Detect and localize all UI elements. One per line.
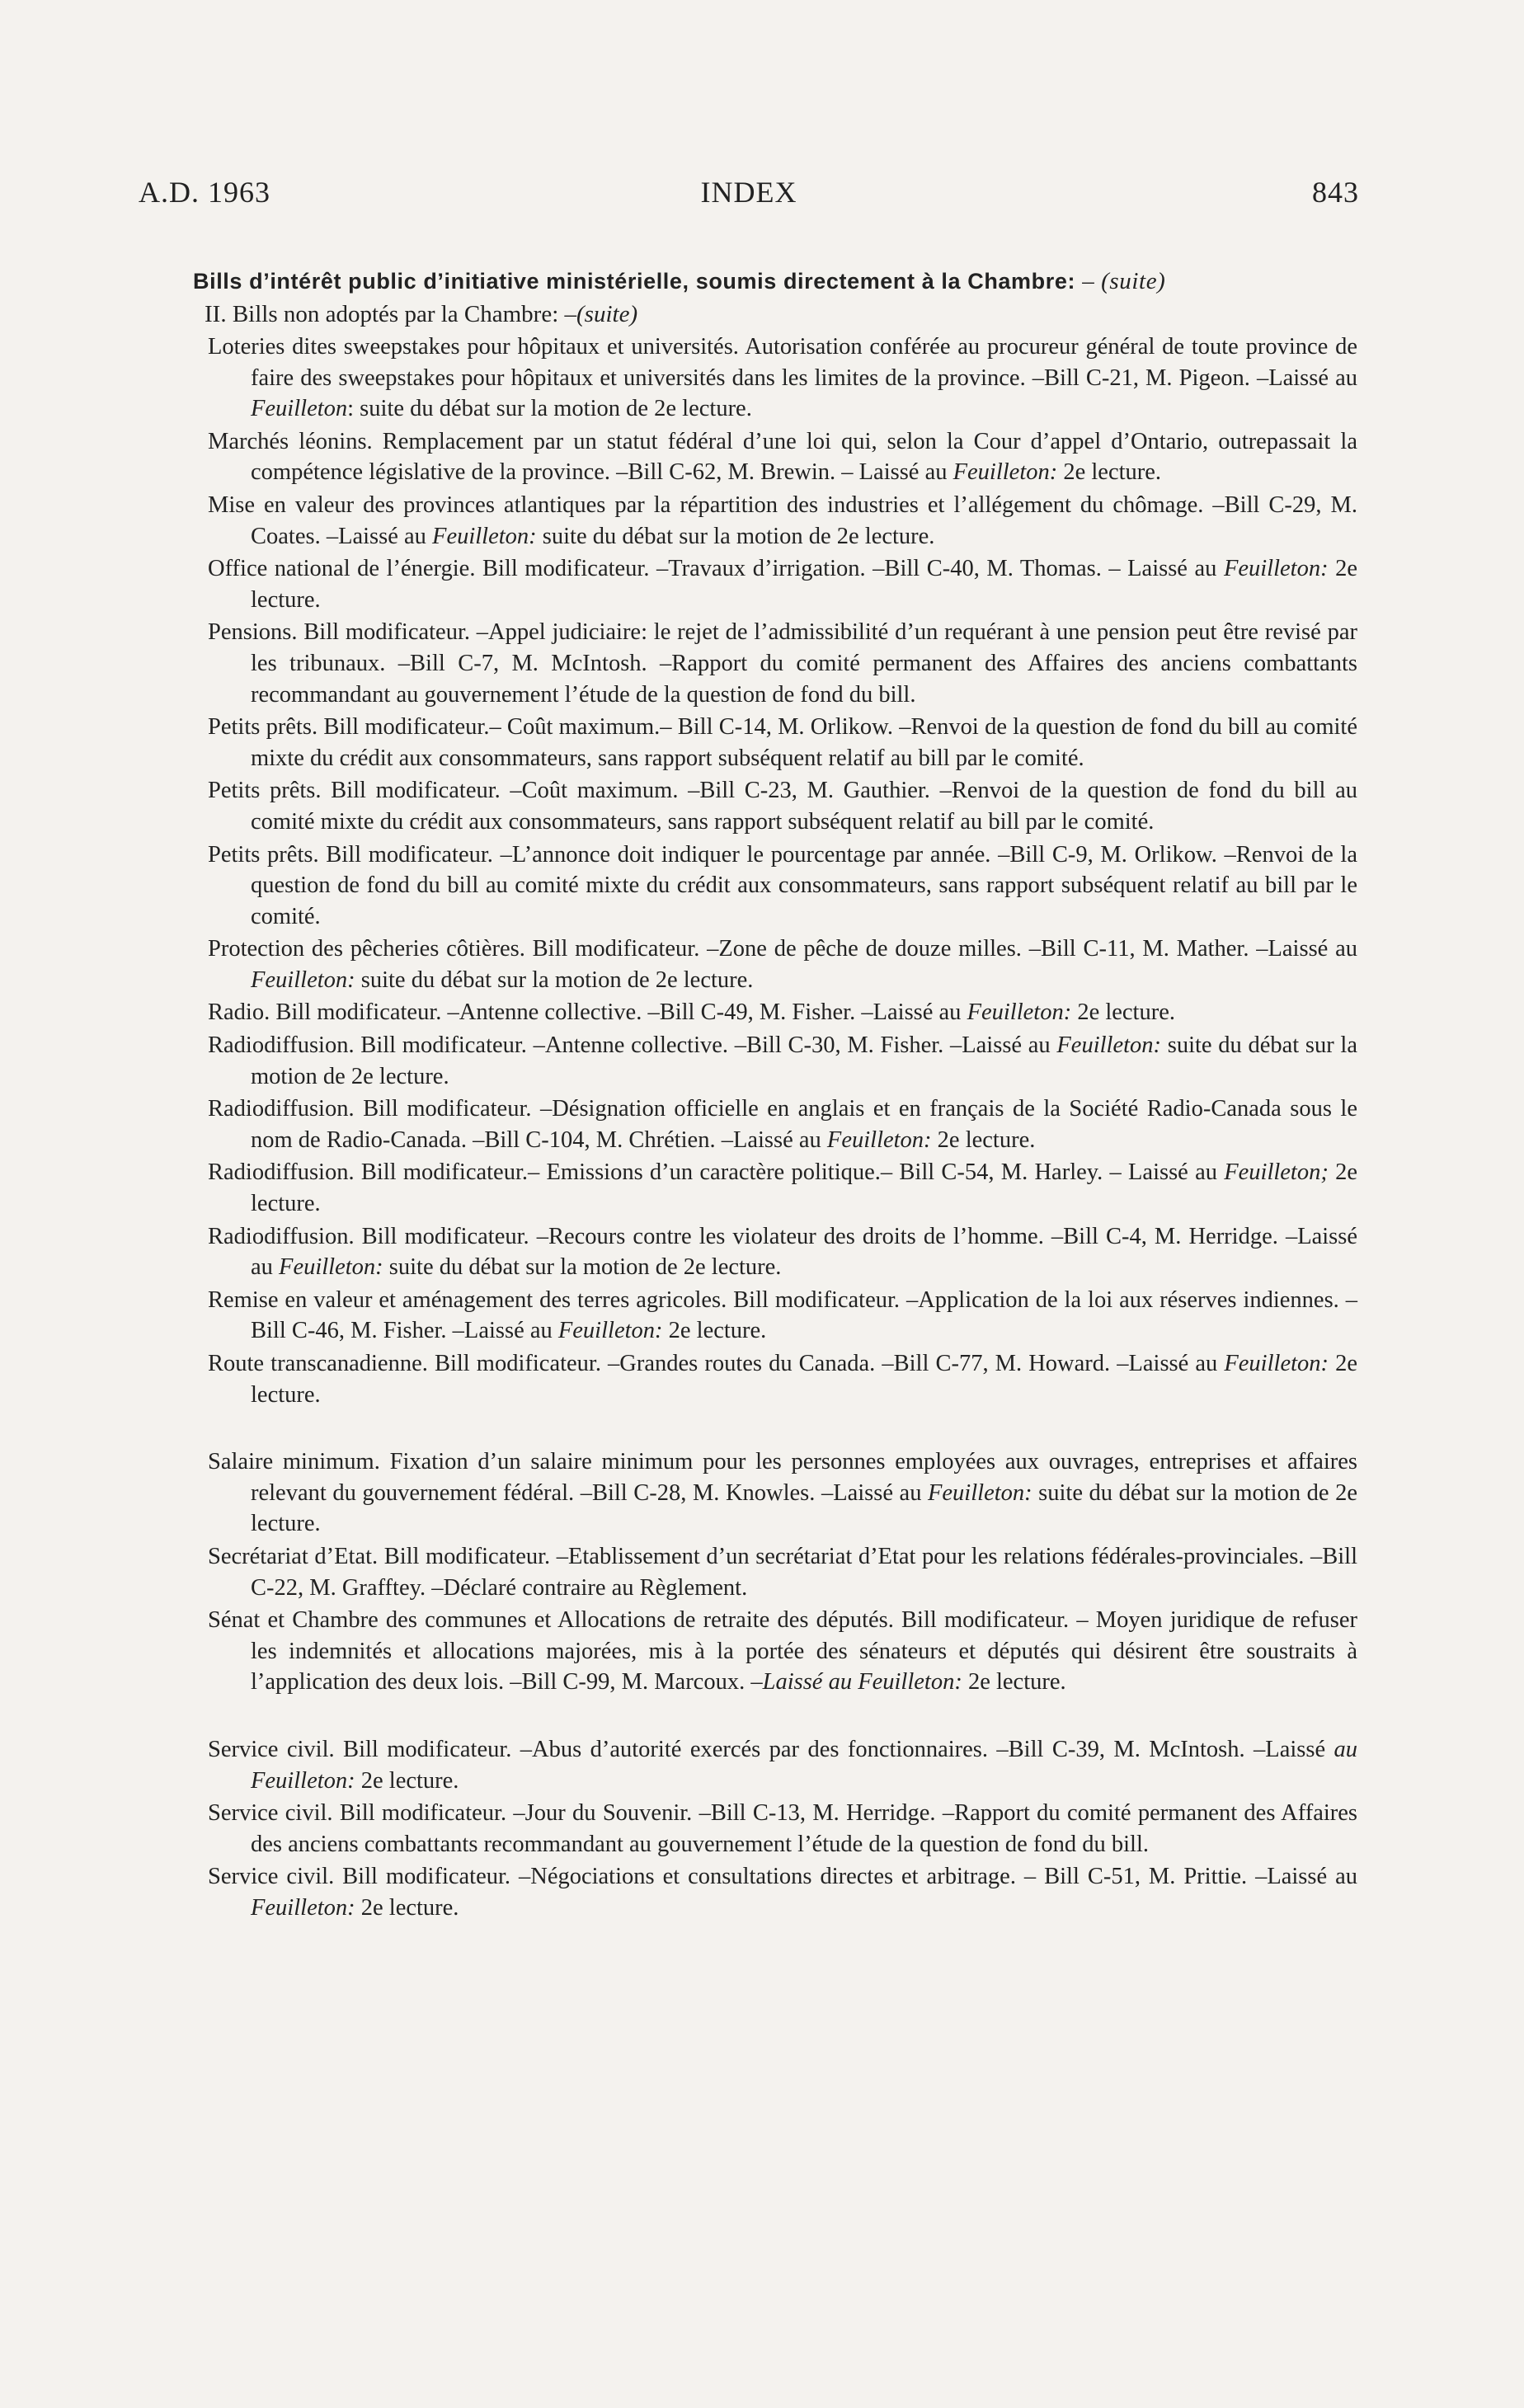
header-year: A.D. 1963 [139, 176, 270, 209]
index-entry [208, 712, 1357, 774]
index-entry [208, 553, 1357, 615]
index-entry [208, 997, 1357, 1028]
entry-tail: suite du débat sur la motion de 2e lecture. [251, 1479, 1357, 1537]
entry-tail: : suite du débat sur la motion de 2e lecture. [347, 396, 752, 422]
entry-italic: Feuilleton: [967, 999, 1072, 1026]
entry-tail: 2e lecture. [355, 1894, 459, 1921]
entry-text: Radiodiffusion. Bill modificateur. –Recours contre les violateur des droits de l’homme. –Bill C-4, M. Herridge. –Laissé au [208, 1223, 1357, 1281]
index-entry [208, 1734, 1357, 1796]
entry-text: Service civil. Bill modificateur. –Jour du Souvenir. –Bill C-13, M. Herridge. –Rapport du comité permanent des Affaires des anciens combattants recommandant au gouvernement l’étude de la question de fond du bill. [208, 1800, 1357, 1857]
page-number: 843 [1312, 176, 1359, 209]
index-entry [208, 934, 1357, 995]
entry-italic: Feuilleton: [928, 1479, 1032, 1506]
entry-tail: 2e lecture. [931, 1126, 1036, 1153]
index-entry [208, 1285, 1357, 1347]
index-entry [208, 1348, 1357, 1410]
header-title: INDEX [700, 176, 797, 209]
entry-text: Service civil. Bill modificateur. –Négociations et consultations directes et arbitrage. – Bill C-51, M. Prittie. –Laissé au [208, 1864, 1357, 1890]
index-entries [208, 332, 1357, 1926]
entry-italic: Feuilleton: [279, 1254, 383, 1281]
entry-text: Loteries dites sweepstakes pour hôpitaux et universités. Autorisation conférée au procureur général de toute province de faire des sweepstakes pour hôpitaux et universités dans les limites de la province. –Bill C-21, M. Pigeon. –Laissé au [208, 334, 1357, 391]
entry-text: Secrétariat d’Etat. Bill modificateur. –Etablissement d’un secrétariat d’Etat pour les relations fédérales-provinciales. –Bill C-22, M. Grafftey. –Déclaré contraire au Règlement. [208, 1543, 1357, 1601]
entry-text: Office national de l’énergie. Bill modificateur. –Travaux d’irrigation. –Bill C-40, M. Thomas. – Laissé au [208, 556, 1224, 582]
entry-text: Marchés léonins. Remplacement par un statut fédéral d’une loi qui, selon la Cour d’appel d’Ontario, outrepassait la compétence législative de la province. –Bill C-62, M. Brewin. – Laissé au [208, 428, 1357, 486]
index-entry [208, 1861, 1357, 1923]
entry-italic: au Feuilleton: [251, 1736, 1357, 1794]
entry-text: Route transcanadienne. Bill modificateur. –Grandes routes du Canada. –Bill C-77, M. Howard. –Laissé au [208, 1351, 1225, 1376]
entry-italic: Feuilleton: [251, 966, 355, 993]
entry-text: Radio. Bill modificateur. –Antenne collective. –Bill C-49, M. Fisher. –Laissé au [208, 999, 967, 1026]
index-entry [208, 1541, 1357, 1603]
entry-italic: Feuilleton: [826, 1126, 932, 1153]
entry-text: Radiodiffusion. Bill modificateur.– Emissions d’un caractère politique.– Bill C-54, M. Harley. – Laissé au [208, 1159, 1225, 1186]
entry-tail: suite du débat sur la motion de 2e lecture. [355, 966, 754, 993]
entry-italic: Laissé au Feuilleton: [762, 1669, 962, 1695]
entry-text: Petits prêts. Bill modificateur. –L’annonce doit indiquer le pourcentage par année. –Bill C-9, M. Orlikow. –Renvoi de la question de fond du bill au comité mixte du crédit aux consommateurs, sans rapport subséquent relatif au bill par le comité. [208, 841, 1357, 929]
index-entry [208, 1605, 1357, 1698]
index-entry [208, 1221, 1357, 1283]
section-heading [193, 268, 1364, 295]
index-entry [208, 617, 1357, 710]
entry-text: Pensions. Bill modificateur. –Appel judiciaire: le rejet de l’admissibilité d’un requérant à une pension peut être revisé par les tribunaux. –Bill C-7, M. McIntosh. –Rapport du comité permanent des Affaires des anciens combattants recommandant au gouvernement l’étude de la question de fond du bill. [208, 619, 1357, 708]
subsection-suite: –(suite) [564, 301, 638, 327]
entry-italic: Feuilleton: [1224, 1351, 1329, 1376]
entry-tail: 2e lecture. [355, 1767, 459, 1794]
subsection-heading [205, 301, 637, 328]
index-entry [208, 1030, 1357, 1092]
entry-italic: Feuilleton: [557, 1318, 663, 1344]
entry-text: Radiodiffusion. Bill modificateur. –Antenne collective. –Bill C-30, M. Fisher. –Laissé au [208, 1032, 1057, 1059]
index-entry [208, 490, 1357, 552]
entry-tail: 2e lecture. [662, 1318, 767, 1344]
index-entry [208, 1157, 1357, 1219]
entry-text: Protection des pêcheries côtières. Bill modificateur. –Zone de pêche de douze milles. –Bill C-11, M. Mather. –Laissé au [208, 936, 1357, 962]
entry-tail: 2e lecture. [251, 1159, 1357, 1217]
page-header [139, 175, 1359, 214]
entry-tail: 2e lecture. [1071, 999, 1175, 1026]
entry-italic: Feuilleton: [432, 523, 537, 549]
index-entry [208, 426, 1357, 488]
entry-text: Remise en valeur et aménagement des terres agricoles. Bill modificateur. –Application de la loi aux réserves indiennes. –Bill C-46, M. Fisher. –Laissé au [208, 1286, 1357, 1344]
entry-italic: Feuilleton: [952, 459, 1058, 486]
entry-tail: 2e lecture. [251, 1351, 1357, 1408]
entry-tail: suite du débat sur la motion de 2e lecture. [536, 523, 935, 549]
entry-italic: Feuilleton [251, 396, 348, 422]
entry-tail: 2e lecture. [962, 1669, 1066, 1695]
entry-tail: suite du débat sur la motion de 2e lecture. [251, 1032, 1358, 1089]
index-entry [208, 332, 1357, 425]
entry-tail: suite du débat sur la motion de 2e lecture. [383, 1254, 782, 1281]
entry-italic: Feuilleton; [1224, 1159, 1329, 1186]
index-entry [208, 1446, 1357, 1540]
entry-text: Petits prêts. Bill modificateur.– Coût maximum.– Bill C-14, M. Orlikow. –Renvoi de la question de fond du bill au comité mixte du crédit aux consommateurs, sans rapport subséquent relatif au bill par le comité. [208, 714, 1357, 771]
index-entry [208, 840, 1357, 933]
subsection-label: II. Bills non adoptés par la Chambre: [205, 301, 559, 327]
entry-italic: Feuilleton: [251, 1894, 355, 1921]
entry-text: Sénat et Chambre des communes et Allocations de retraite des députés. Bill modificateur. – Moyen juridique de refuser les indemnités et allocations majorées, mis à la portée des sénateurs et députés qui désirent être soustraits à l’application des deux lois. –Bill C-99, M. Marcoux. – [208, 1607, 1357, 1695]
entry-text: Petits prêts. Bill modificateur. –Coût maximum. –Bill C-23, M. Gauthier. –Renvoi de la question de fond du bill au comité mixte du crédit aux consommateurs, sans rapport subséquent relatif au bill par le comité. [208, 778, 1357, 835]
entry-text: Mise en valeur des provinces atlantiques par la répartition des industries et l’allégement du chômage. –Bill C-29, M. Coates. –Laissé au [208, 491, 1357, 549]
entry-tail: 2e lecture. [251, 556, 1357, 613]
entry-tail: 2e lecture. [1057, 459, 1162, 486]
index-entry [208, 775, 1357, 837]
section-title: Bills d’intérêt public d’initiative ministérielle, soumis directement à la Chambre: [193, 269, 1076, 294]
section-suite: – (suite) [1082, 268, 1166, 294]
index-entry [208, 1798, 1357, 1860]
index-entry [208, 1093, 1357, 1155]
entry-italic: Feuilleton: [1223, 556, 1329, 582]
entry-text: Salaire minimum. Fixation d’un salaire minimum pour les personnes employées aux ouvrages, entreprises et affaires relevant du gouvernement fédéral. –Bill C-28, M. Knowles. –Laissé au [208, 1449, 1357, 1506]
entry-text: Radiodiffusion. Bill modificateur. –Désignation officielle en anglais et en français de la Société Radio-Canada sous le nom de Radio-Canada. –Bill C-104, M. Chrétien. –Laissé au [208, 1096, 1357, 1153]
entry-italic: Feuilleton: [1056, 1032, 1162, 1059]
entry-text: Service civil. Bill modificateur. –Abus d’autorité exercés par des fonctionnaires. –Bill C-39, M. McIntosh. –Laissé [208, 1736, 1334, 1762]
